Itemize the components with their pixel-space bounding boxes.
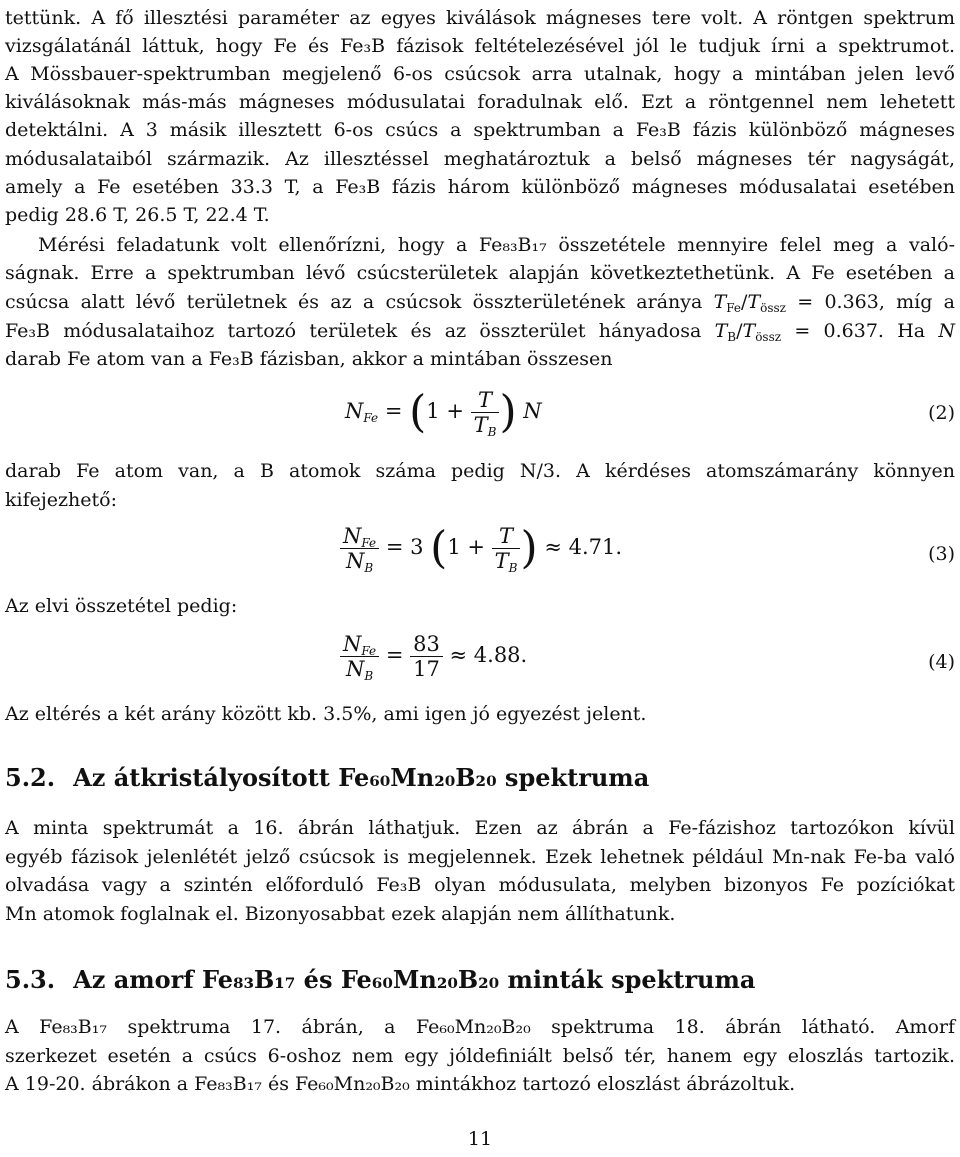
section-number: 5.3. [5, 965, 56, 994]
body-line: darab Fe atom van a Fe₃B fázisban, akkor a mintában összesen [5, 348, 613, 370]
body-line: ságnak. Erre a spektrumban lévő csúcsterületek alapján következtethetünk. A Fe esetében a [5, 262, 955, 284]
section-title: Az átkristályosított Fe₆₀Mn₂₀B₂₀ spektruma [73, 763, 650, 792]
body-line: szerkezet esetén a csúcs 6-oshoz nem egy jóldefiniált belső tér, hanem egy eloszlás tartozik. [5, 1045, 955, 1067]
equation-2: $N_{Fe} = (1$ + $\frac{T}{T_B}$ ) N [345, 386, 542, 439]
body-line: A minta spektrumát a 16. ábrán láthatjuk. Ezen az ábrán a Fe-fázishoz tartozókon kívül [5, 817, 955, 839]
body-line: Fe₃B módusalataihoz tartozó területek és az összterület hányadosa $T_B/T_{össz} = 0.637$. Ha N [5, 320, 955, 344]
theory-label: Az elvi összetétel pedig: [5, 595, 238, 617]
body-line: csúcsa alatt lévő területnek és az a csúcsok összterületének aránya $T_{Fe}/T_{össz} = 0.363$, míg a [5, 291, 955, 315]
body-line: detektálni. A 3 másik illesztett 6-os csúcs a spektrumban a Fe₃B fázis különböző mágneses [5, 119, 955, 141]
body-line: egyéb fázisok jelenlétét jelző csúcsok is megjelennek. Ezek lehetnek például Mn-nak Fe-ba való [5, 846, 955, 868]
body-line: pedig 28.6 T, 26.5 T, 22.4 T. [5, 204, 270, 226]
body-line: kiválásoknak más-más mágneses módusulatai foradulnak elő. Ezt a röntgennel nem lehetett [5, 91, 955, 113]
section-heading-5-2 [5, 763, 649, 793]
body-line: amely a Fe esetében 33.3 T, a Fe₃B fázis három különböző mágneses módusalatai esetében [5, 176, 955, 198]
body-line: A 19-20. ábrákon a Fe₈₃B₁₇ és Fe₆₀Mn₂₀B₂₀ mintákhoz tartozó eloszlást ábrázoltuk. [5, 1073, 796, 1095]
body-line: A Fe₈₃B₁₇ spektruma 17. ábrán, a Fe₆₀Mn₂₀B₂₀ spektruma 18. ábrán látható. Amorf [5, 1016, 955, 1038]
body-line: Mérési feladatunk volt ellenőrízni, hogy a Fe₈₃B₁₇ összetétele mennyire felel meg a való- [38, 234, 955, 256]
page-number: 11 [467, 1128, 493, 1150]
body-line: darab Fe atom van, a B atomok száma pedig N/3. A kérdéses atomszámarány könnyen [5, 460, 955, 482]
body-line: tettünk. A fő illesztési paraméter az egyes kiválások mágneses tere volt. A röntgen spektrum [5, 7, 955, 29]
equation-3-number: (3) [928, 543, 955, 565]
conclusion-line: Az eltérés a két arány között kb. 3.5%, ami igen jó egyezést jelent. [5, 703, 647, 725]
body-line: Mn atomok foglalnak el. Bizonyosabbat ezek alapján nem állíthatunk. [5, 903, 676, 925]
section-number: 5.2. [5, 763, 56, 792]
body-line: kifejezhető: [5, 489, 117, 511]
body-line: olvadása vagy a szintén előforduló Fe₃B olyan módusulata, melyben bizonyos Fe pozíciókat [5, 874, 955, 896]
equation-4: $\frac{N_{Fe}}{N_B}$ = $\frac{83}{17}$ ≈ 4.88. [340, 632, 527, 681]
body-line: vizsgálatánál láttuk, hogy Fe és Fe₃B fázisok feltételezésével jól le tudjuk írni a spektrumot. [5, 35, 955, 57]
section-title: Az amorf Fe₈₃B₁₇ és Fe₆₀Mn₂₀B₂₀ minták spektruma [73, 965, 756, 994]
section-heading-5-3 [5, 965, 755, 995]
equation-2-number: (2) [928, 402, 955, 424]
equation-4-number: (4) [928, 651, 955, 673]
equation-3: $\frac{N_{Fe}}{N_B}$ = 3 (1 + $\frac{T}{T_B}$ ) ≈ 4.71. [340, 524, 622, 573]
body-line: módusalataiból származik. Az illesztéssel meghatároztuk a belső mágneses tér nagyságát, [5, 148, 955, 170]
body-line: A Mössbauer-spektrumban megjelenő 6-os csúcsok arra utalnak, hogy a mintában jelen levő [5, 63, 955, 85]
